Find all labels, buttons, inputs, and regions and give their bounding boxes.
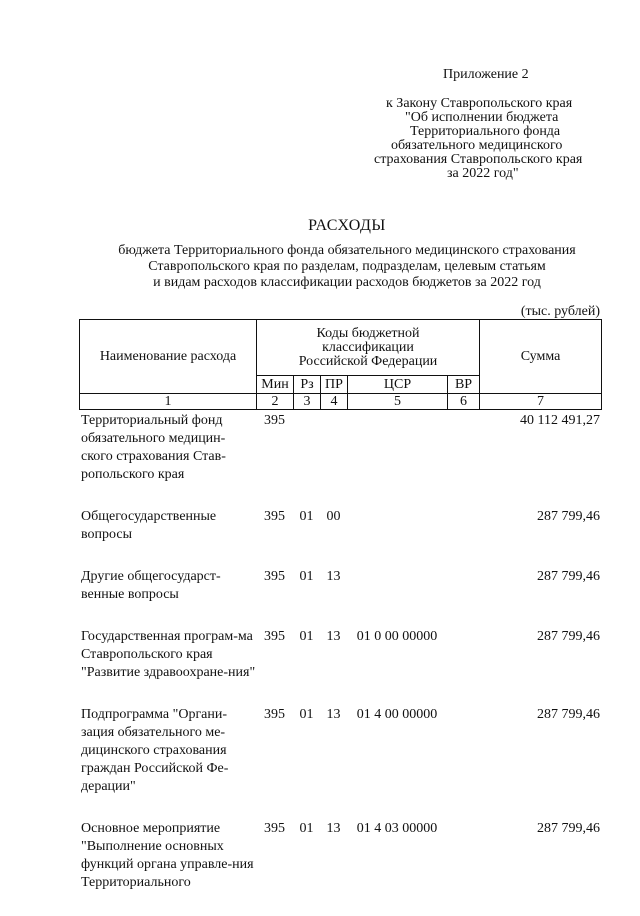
table-row	[79, 820, 601, 916]
row-name: Основное мероприятие "Выполнение основных функций органа управле-ния Территориального	[81, 821, 254, 890]
header-pr: ПР	[321, 376, 348, 394]
column-number: 3	[294, 394, 321, 410]
header-csr: ЦСР	[348, 376, 448, 394]
row-name: Государственная програм-ма Ставропольского края "Развитие здравоохране-ния"	[81, 629, 256, 680]
appendix-line: к Закону Ставропольского края	[386, 96, 573, 111]
appendix-number: Приложение 2	[443, 67, 529, 82]
appendix-line: Территориального фонда	[410, 124, 561, 139]
appendix-line: страхования Ставропольского края	[374, 152, 583, 167]
table-row	[79, 412, 601, 508]
row-rz: 01	[299, 629, 314, 644]
row-pr: 00	[326, 509, 341, 524]
row-min: 395	[264, 509, 285, 524]
row-sum: 287 799,46	[537, 821, 600, 836]
row-vr	[447, 568, 479, 628]
row-vr	[447, 508, 479, 568]
header-rz: Рз	[294, 376, 321, 394]
row-sum: 40 112 491,27	[520, 413, 600, 428]
table-row	[79, 568, 601, 628]
row-pr	[320, 412, 347, 508]
subtitle-line: и видам расходов классификации расходов бюджетов за 2022 год	[153, 275, 541, 290]
row-vr	[447, 820, 479, 916]
table-row	[79, 706, 601, 820]
appendix-line: "Об исполнении бюджета	[405, 110, 559, 125]
row-sum: 287 799,46	[537, 569, 600, 584]
column-number: 6	[448, 394, 480, 410]
row-sum: 287 799,46	[537, 707, 600, 722]
column-number: 5	[348, 394, 448, 410]
header-sum: Сумма	[480, 320, 602, 394]
row-rz: 01	[299, 569, 314, 584]
row-sum: 287 799,46	[537, 509, 600, 524]
row-csr	[347, 508, 447, 568]
row-min: 395	[264, 821, 285, 836]
column-number: 2	[257, 394, 294, 410]
row-vr	[447, 412, 479, 508]
expense-table	[79, 412, 601, 916]
row-min: 395	[264, 629, 285, 644]
subtitle-line: Ставропольского края по разделам, подразделам, целевым статьям	[148, 259, 546, 274]
row-csr: 01 4 00 00000	[356, 707, 438, 722]
row-min: 395	[264, 707, 285, 722]
row-name: Общегосударственные вопросы	[81, 509, 217, 542]
header-min: Мин	[257, 376, 294, 394]
row-sum: 287 799,46	[537, 629, 600, 644]
header-codes-group: Коды бюджетной классификации Российской Федерации	[257, 320, 480, 376]
row-csr: 01 0 00 00000	[356, 629, 438, 644]
row-rz: 01	[299, 821, 314, 836]
table-row	[79, 508, 601, 568]
document-title: РАСХОДЫ	[308, 217, 386, 234]
column-number: 7	[480, 394, 602, 410]
row-rz	[293, 412, 320, 508]
row-name: Подпрограмма "Органи-зация обязательного ме-дицинского страхования граждан Российской Фе-дерации"	[81, 707, 229, 794]
appendix-line: за 2022 год"	[447, 166, 519, 181]
row-csr	[347, 412, 447, 508]
table-row	[79, 628, 601, 706]
row-pr: 13	[326, 569, 341, 584]
row-vr	[447, 628, 479, 706]
row-csr	[347, 568, 447, 628]
row-name: Другие общегосударст-венные вопросы	[81, 569, 221, 602]
appendix-block	[0, 0, 640, 200]
row-name: Территориальный фонд обязательного медицин-ского страхования Став-ропольского края	[81, 413, 226, 482]
row-min: 395	[264, 413, 285, 428]
appendix-line: обязательного медицинского	[391, 138, 563, 153]
column-number: 1	[80, 394, 257, 410]
header-vr: ВР	[448, 376, 480, 394]
row-rz: 01	[299, 509, 314, 524]
column-number: 4	[321, 394, 348, 410]
row-pr: 13	[326, 821, 341, 836]
row-min: 395	[264, 569, 285, 584]
units-label: (тыс. рублей)	[520, 304, 600, 319]
row-csr: 01 4 03 00000	[356, 821, 438, 836]
row-vr	[447, 706, 479, 820]
row-pr: 13	[326, 629, 341, 644]
document-subtitle	[0, 243, 640, 291]
subtitle-line: бюджета Территориального фонда обязательного медицинского страхования	[118, 243, 576, 258]
header-name: Наименование расхода	[80, 320, 257, 394]
row-rz: 01	[299, 707, 314, 722]
table-header	[79, 319, 602, 410]
row-pr: 13	[326, 707, 341, 722]
